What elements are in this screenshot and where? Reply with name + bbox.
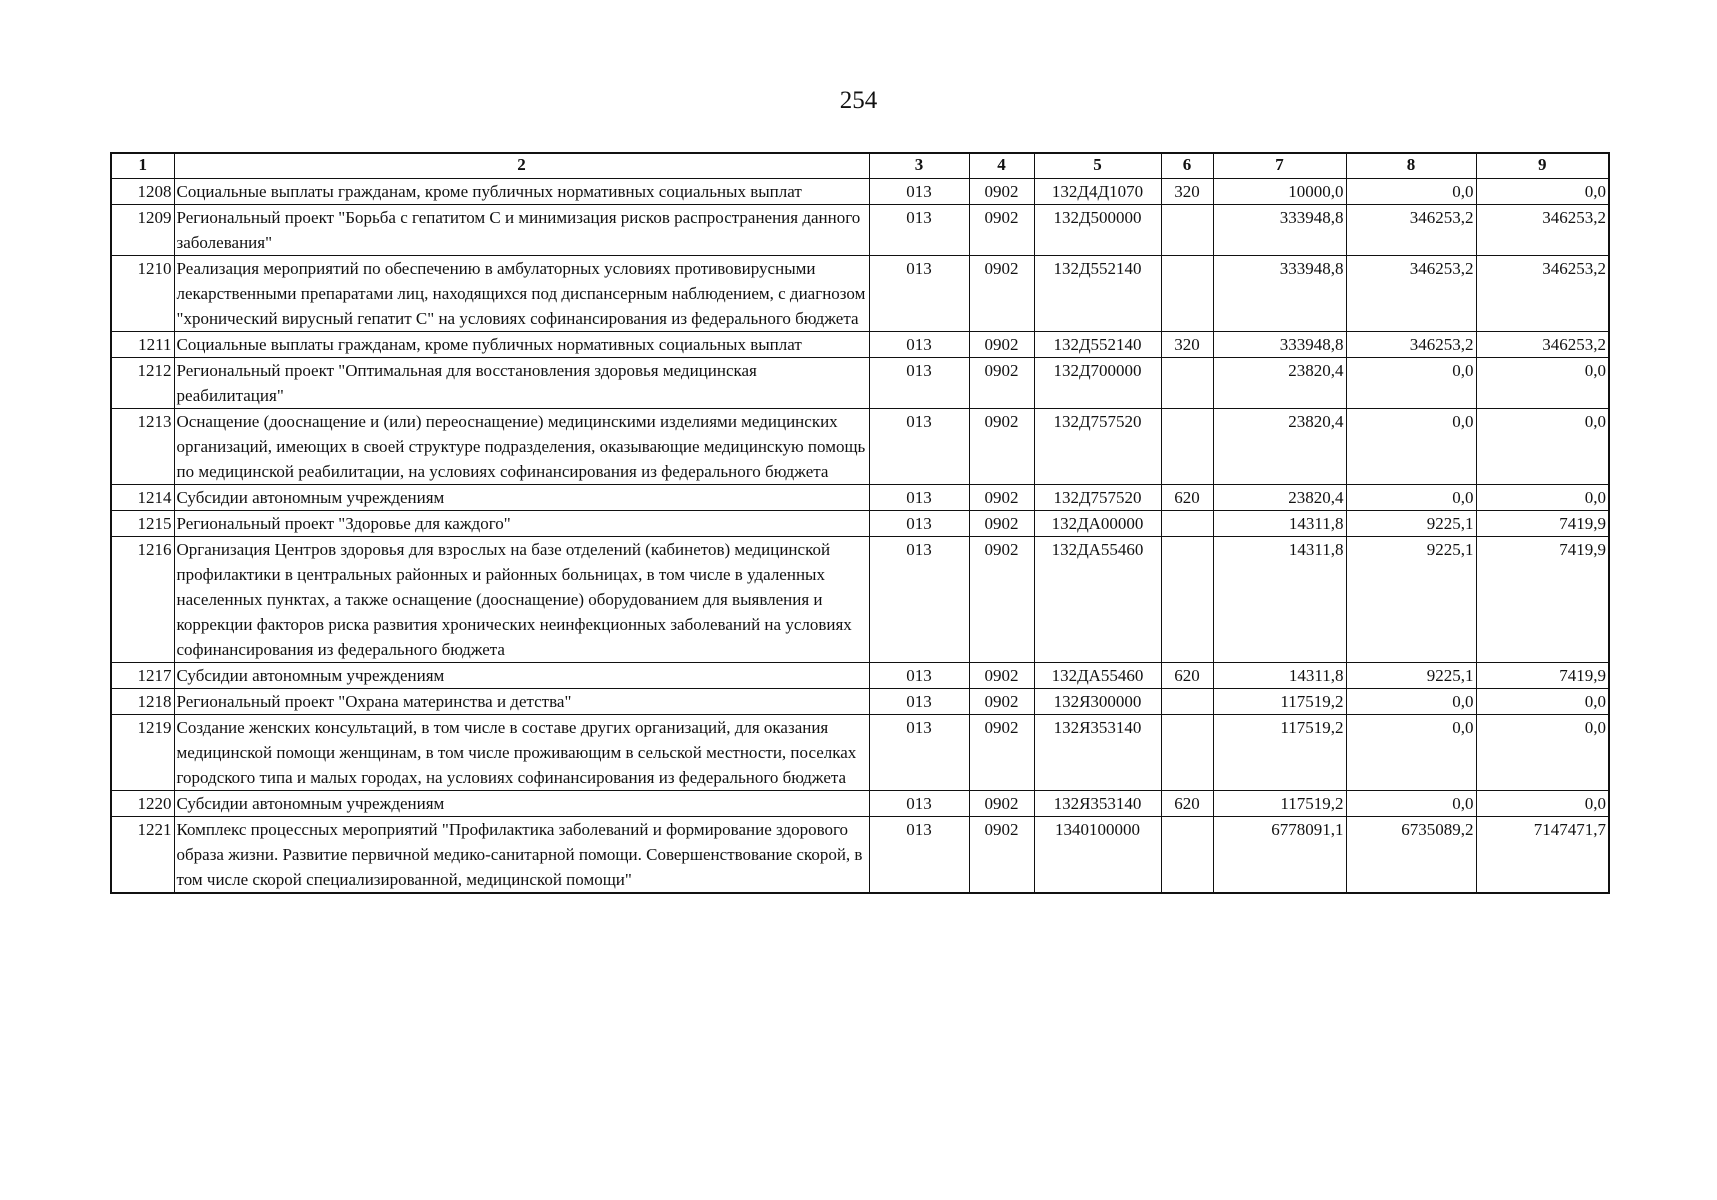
header-col-3: 3 <box>869 153 969 179</box>
table-row <box>111 715 1609 791</box>
expense-type-cell: 620 <box>1161 791 1213 817</box>
target-article-cell: 132Д757520 <box>1034 485 1161 511</box>
target-article-cell: 132Я353140 <box>1034 791 1161 817</box>
expense-type-cell <box>1161 537 1213 663</box>
row-number-cell: 1215 <box>111 511 174 537</box>
ministry-code-cell: 013 <box>869 332 969 358</box>
amount-col9-cell: 0,0 <box>1476 791 1609 817</box>
header-col-4: 4 <box>969 153 1034 179</box>
target-article-cell: 132ДА55460 <box>1034 663 1161 689</box>
expense-type-cell: 320 <box>1161 332 1213 358</box>
row-number-cell: 1217 <box>111 663 174 689</box>
row-number-cell: 1218 <box>111 689 174 715</box>
expense-type-cell <box>1161 205 1213 256</box>
row-number-cell: 1212 <box>111 358 174 409</box>
row-number-cell: 1221 <box>111 817 174 894</box>
amount-col9-cell: 0,0 <box>1476 485 1609 511</box>
ministry-code-cell: 013 <box>869 817 969 894</box>
ministry-code-cell: 013 <box>869 537 969 663</box>
header-row <box>111 153 1609 179</box>
target-article-cell: 132Д552140 <box>1034 332 1161 358</box>
amount-col7-cell: 333948,8 <box>1213 205 1346 256</box>
amount-col9-cell: 7147471,7 <box>1476 817 1609 894</box>
amount-col8-cell: 346253,2 <box>1346 256 1476 332</box>
target-article-cell: 132Д700000 <box>1034 358 1161 409</box>
ministry-code-cell: 013 <box>869 409 969 485</box>
expense-type-cell <box>1161 409 1213 485</box>
target-article-cell: 132Д4Д1070 <box>1034 179 1161 205</box>
budget-table <box>110 152 1610 894</box>
amount-col7-cell: 14311,8 <box>1213 511 1346 537</box>
header-col-1: 1 <box>111 153 174 179</box>
expense-type-cell <box>1161 358 1213 409</box>
table-row <box>111 409 1609 485</box>
amount-col9-cell: 346253,2 <box>1476 205 1609 256</box>
row-number-cell: 1213 <box>111 409 174 485</box>
table-row <box>111 205 1609 256</box>
table-header <box>111 153 1609 179</box>
ministry-code-cell: 013 <box>869 511 969 537</box>
row-name-cell: Региональный проект "Охрана материнства и детства" <box>174 689 869 715</box>
row-name-cell: Региональный проект "Борьба с гепатитом С и минимизация рисков распространения данного заболевания" <box>174 205 869 256</box>
amount-col8-cell: 9225,1 <box>1346 511 1476 537</box>
ministry-code-cell: 013 <box>869 689 969 715</box>
row-name-cell: Субсидии автономным учреждениям <box>174 663 869 689</box>
table-row <box>111 791 1609 817</box>
ministry-code-cell: 013 <box>869 256 969 332</box>
amount-col9-cell: 346253,2 <box>1476 332 1609 358</box>
row-name-cell: Региональный проект "Оптимальная для восстановления здоровья медицинская реабилитация" <box>174 358 869 409</box>
amount-col9-cell: 7419,9 <box>1476 511 1609 537</box>
expense-type-cell: 620 <box>1161 663 1213 689</box>
row-number-cell: 1220 <box>111 791 174 817</box>
table-row <box>111 256 1609 332</box>
amount-col8-cell: 0,0 <box>1346 409 1476 485</box>
table-row <box>111 332 1609 358</box>
ministry-code-cell: 013 <box>869 663 969 689</box>
section-code-cell: 0902 <box>969 817 1034 894</box>
amount-col8-cell: 346253,2 <box>1346 332 1476 358</box>
amount-col8-cell: 0,0 <box>1346 715 1476 791</box>
table-row <box>111 537 1609 663</box>
amount-col7-cell: 23820,4 <box>1213 358 1346 409</box>
row-number-cell: 1210 <box>111 256 174 332</box>
section-code-cell: 0902 <box>969 205 1034 256</box>
row-name-cell: Оснащение (дооснащение и (или) переоснащение) медицинскими изделиями медицинских организаций, имеющих в своей структуре подразделения, оказывающие медицинскую помощь по медицинской реабилитации, на условиях софинансирования из федерального бюджета <box>174 409 869 485</box>
table-row <box>111 663 1609 689</box>
ministry-code-cell: 013 <box>869 205 969 256</box>
amount-col8-cell: 0,0 <box>1346 791 1476 817</box>
row-name-cell: Субсидии автономным учреждениям <box>174 791 869 817</box>
target-article-cell: 1340100000 <box>1034 817 1161 894</box>
amount-col9-cell: 346253,2 <box>1476 256 1609 332</box>
amount-col7-cell: 23820,4 <box>1213 409 1346 485</box>
header-col-2: 2 <box>174 153 869 179</box>
table-row <box>111 358 1609 409</box>
row-name-cell: Региональный проект "Здоровье для каждого" <box>174 511 869 537</box>
section-code-cell: 0902 <box>969 715 1034 791</box>
target-article-cell: 132Я353140 <box>1034 715 1161 791</box>
amount-col7-cell: 333948,8 <box>1213 332 1346 358</box>
target-article-cell: 132Д757520 <box>1034 409 1161 485</box>
amount-col8-cell: 9225,1 <box>1346 663 1476 689</box>
table-row <box>111 511 1609 537</box>
header-col-9: 9 <box>1476 153 1609 179</box>
amount-col8-cell: 0,0 <box>1346 179 1476 205</box>
amount-col7-cell: 333948,8 <box>1213 256 1346 332</box>
expense-type-cell: 320 <box>1161 179 1213 205</box>
amount-col9-cell: 0,0 <box>1476 689 1609 715</box>
row-name-cell: Социальные выплаты гражданам, кроме публичных нормативных социальных выплат <box>174 332 869 358</box>
amount-col7-cell: 117519,2 <box>1213 791 1346 817</box>
amount-col8-cell: 9225,1 <box>1346 537 1476 663</box>
amount-col9-cell: 0,0 <box>1476 179 1609 205</box>
table-row <box>111 179 1609 205</box>
row-name-cell: Организация Центров здоровья для взрослых на базе отделений (кабинетов) медицинской профилактики в центральных районных и районных больницах, в том числе в удаленных населенных пунктах, а также оснащение (дооснащение) оборудованием для выявления и коррекции факторов риска развития хронических неинфекционных заболеваний на условиях софинансирования из федерального бюджета <box>174 537 869 663</box>
row-name-cell: Социальные выплаты гражданам, кроме публичных нормативных социальных выплат <box>174 179 869 205</box>
row-number-cell: 1208 <box>111 179 174 205</box>
section-code-cell: 0902 <box>969 511 1034 537</box>
table-row <box>111 689 1609 715</box>
ministry-code-cell: 013 <box>869 715 969 791</box>
ministry-code-cell: 013 <box>869 485 969 511</box>
expense-type-cell <box>1161 511 1213 537</box>
target-article-cell: 132Д552140 <box>1034 256 1161 332</box>
page-number: 254 <box>839 87 878 114</box>
expense-type-cell <box>1161 715 1213 791</box>
ministry-code-cell: 013 <box>869 358 969 409</box>
target-article-cell: 132ДА55460 <box>1034 537 1161 663</box>
amount-col7-cell: 117519,2 <box>1213 715 1346 791</box>
row-number-cell: 1209 <box>111 205 174 256</box>
table-body <box>111 179 1609 894</box>
section-code-cell: 0902 <box>969 358 1034 409</box>
row-number-cell: 1216 <box>111 537 174 663</box>
expense-type-cell: 620 <box>1161 485 1213 511</box>
section-code-cell: 0902 <box>969 485 1034 511</box>
section-code-cell: 0902 <box>969 791 1034 817</box>
target-article-cell: 132Д500000 <box>1034 205 1161 256</box>
table-row <box>111 817 1609 894</box>
amount-col9-cell: 0,0 <box>1476 715 1609 791</box>
expense-type-cell <box>1161 817 1213 894</box>
header-col-8: 8 <box>1346 153 1476 179</box>
row-name-cell: Субсидии автономным учреждениям <box>174 485 869 511</box>
header-col-5: 5 <box>1034 153 1161 179</box>
amount-col8-cell: 0,0 <box>1346 358 1476 409</box>
amount-col7-cell: 14311,8 <box>1213 537 1346 663</box>
amount-col7-cell: 117519,2 <box>1213 689 1346 715</box>
row-number-cell: 1219 <box>111 715 174 791</box>
amount-col9-cell: 7419,9 <box>1476 663 1609 689</box>
section-code-cell: 0902 <box>969 179 1034 205</box>
section-code-cell: 0902 <box>969 537 1034 663</box>
amount-col8-cell: 0,0 <box>1346 485 1476 511</box>
section-code-cell: 0902 <box>969 689 1034 715</box>
expense-type-cell <box>1161 689 1213 715</box>
ministry-code-cell: 013 <box>869 179 969 205</box>
section-code-cell: 0902 <box>969 663 1034 689</box>
amount-col9-cell: 0,0 <box>1476 358 1609 409</box>
amount-col7-cell: 10000,0 <box>1213 179 1346 205</box>
amount-col7-cell: 6778091,1 <box>1213 817 1346 894</box>
table-row <box>111 485 1609 511</box>
amount-col8-cell: 0,0 <box>1346 689 1476 715</box>
row-name-cell: Комплекс процессных мероприятий "Профилактика заболеваний и формирование здорового образа жизни. Развитие первичной медико-санитарной помощи. Совершенствование скорой, в том числе скорой специализированной, медицинской помощи" <box>174 817 869 894</box>
target-article-cell: 132Я300000 <box>1034 689 1161 715</box>
amount-col8-cell: 346253,2 <box>1346 205 1476 256</box>
row-number-cell: 1214 <box>111 485 174 511</box>
target-article-cell: 132ДА00000 <box>1034 511 1161 537</box>
amount-col8-cell: 6735089,2 <box>1346 817 1476 894</box>
section-code-cell: 0902 <box>969 256 1034 332</box>
header-col-6: 6 <box>1161 153 1213 179</box>
row-number-cell: 1211 <box>111 332 174 358</box>
amount-col9-cell: 0,0 <box>1476 409 1609 485</box>
header-col-7: 7 <box>1213 153 1346 179</box>
expense-type-cell <box>1161 256 1213 332</box>
amount-col7-cell: 23820,4 <box>1213 485 1346 511</box>
section-code-cell: 0902 <box>969 409 1034 485</box>
amount-col9-cell: 7419,9 <box>1476 537 1609 663</box>
ministry-code-cell: 013 <box>869 791 969 817</box>
row-name-cell: Создание женских консультаций, в том числе в составе других организаций, для оказания медицинской помощи женщинам, в том числе проживающим в сельской местности, поселках городского типа и малых городах, на условиях софинансирования из федерального бюджета <box>174 715 869 791</box>
section-code-cell: 0902 <box>969 332 1034 358</box>
amount-col7-cell: 14311,8 <box>1213 663 1346 689</box>
row-name-cell: Реализация мероприятий по обеспечению в амбулаторных условиях противовирусными лекарственными препаратами лиц, находящихся под диспансерным наблюдением, с диагнозом "хронический вирусный гепатит С" на условиях софинансирования из федерального бюджета <box>174 256 869 332</box>
